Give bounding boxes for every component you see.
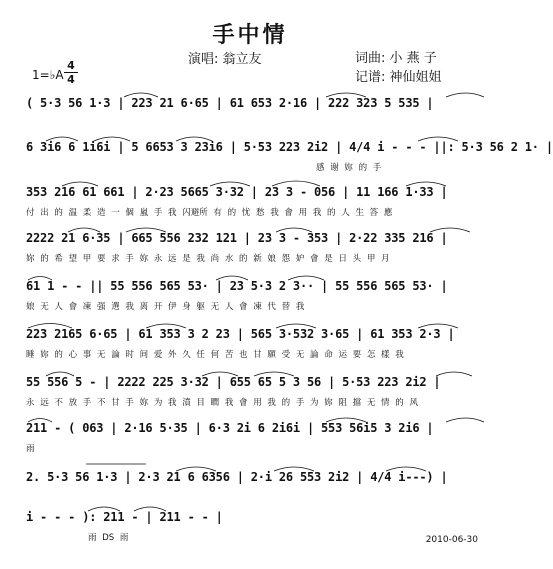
lyric-line: 雨 DS 雨 <box>88 533 129 543</box>
notation-line: 2. 5·3 56 1·3 | 2·3 21 6 6356 | 2·i 26 553 2i2 | 4/4 i---) | <box>26 470 448 484</box>
notation-line: ( 5·3 56 1·3 | 223 21 6·65 | 61 653 2·16 | 222 323 5 535 | <box>26 96 434 110</box>
singer-credit: 演唱: 翁立友 <box>188 52 262 67</box>
lyric-line: 付 出 的 温 柔 造 一 個 嵐 手 我 闪避所 有 的 忧 愁 我 會 用 我 的 人 生 答 應 <box>26 208 393 218</box>
key-signature: 1=♭A <box>32 68 64 82</box>
lyric-line: 雨 <box>26 444 35 454</box>
time-signature-top: 4 <box>67 59 75 72</box>
composer-credit: 词曲: 小 燕 子 <box>355 51 437 66</box>
lyric-line: 永 远 不 放 手 不 甘 手 妳 为 我 濆 目 瞤 我 會 用 我 的 手 为 妳 阻 擋 无 情 的 风 <box>26 398 418 408</box>
time-signature-bottom: 4 <box>67 73 75 86</box>
lyric-line: 睡 妳 的 心 事 无 論 时 间 爱 外 久 任 何 苦 也 甘 願 受 无 論 命 运 要 怎 樣 我 <box>26 350 404 360</box>
lyric-line: 娘 无 人 會 凍 强 選 我 离 开 伊 身 躯 无 人 會 凍 代 替 我 <box>26 302 305 312</box>
notation-line: i - - - ): 211 - | 211 - - | <box>26 510 223 524</box>
notation-line: 211 - ( 063 | 2·16 5·35 | 6·3 2i 6 2i6i | 553 56i5 3 2i6 | <box>26 421 434 435</box>
time-signature <box>64 60 78 85</box>
notation-line: 55 556 5 - | 2222 225 3·32 | 655 65 5 3 56 | 5·53 223 2i2 | <box>26 375 441 389</box>
transcription-date: 2010-06-30 <box>425 535 478 545</box>
song-title: 手中情 <box>212 23 288 48</box>
notation-line: 353 216 61 661 | 2·23 5665 3·32 | 23 3 - 056 | 11 166 1·33 | <box>26 185 448 199</box>
lyric-line: 妳 的 希 望 甲 要 求 手 妳 永 远 是 我 尚 水 的 新 娘 怨 妒 會 是 日 头 甲 月 <box>26 254 390 264</box>
notation-line: 2222 21 6·35 | 665 556 232 121 | 23 3 - 353 | 2·22 335 216 | <box>26 231 448 245</box>
notation-line: 223 2165 6·65 | 61 353 3 2 23 | 565 3·532 3·65 | 61 353 2·3 | <box>26 327 455 341</box>
lyric-line: 感 谢 妳 的 手 <box>316 163 382 173</box>
notation-line: 6 3i6 6 1i6i | 5 6653 3 23i6 | 5·53 223 2i2 | 4/4 i - - - ||: 5·3 56 2 1· | <box>26 140 553 154</box>
lyric-line <box>26 117 488 129</box>
transcriber-credit: 记谱: 神仙姐姐 <box>355 70 442 85</box>
notation-line: 61 1 - - || 55 556 565 53· | 23 5·3 2 3·· | 55 556 565 53· | <box>26 279 448 293</box>
